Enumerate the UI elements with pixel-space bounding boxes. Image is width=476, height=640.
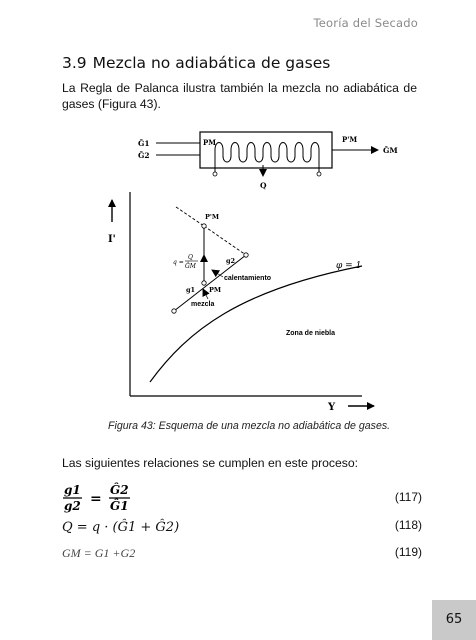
psychrometric-diagram [108, 192, 374, 413]
input-g2-label: Ĝ2 [138, 151, 150, 160]
q-equals-label: q = [173, 259, 184, 266]
eq117-lhs-denominator: g2 [64, 499, 81, 513]
y-axis-label: I' [108, 234, 116, 245]
heat-q-label: Q [260, 181, 267, 190]
equation-117-fraction [62, 482, 152, 514]
mixer-schematic [138, 132, 398, 190]
x-axis-label: Y [328, 402, 336, 413]
equation-118 [62, 516, 422, 540]
equation-119 [62, 542, 422, 566]
g2-label: g2 [226, 257, 236, 265]
eq117-rhs-numerator: Ĝ2 [110, 483, 129, 497]
phi-label: φ = 1 [336, 261, 362, 271]
mezcla-pointer [203, 289, 208, 299]
mixer-box [200, 132, 332, 168]
section-number: 3.9 [62, 54, 87, 72]
calentamiento-label: calentamiento [224, 275, 272, 282]
mezcla-label: mezcla [191, 301, 215, 308]
coil-terminal-right [317, 172, 321, 176]
page-number: 65 [445, 612, 463, 627]
equation-number-118: (118) [394, 518, 422, 532]
point-pm [202, 281, 206, 285]
output-gm-label: ĜM [383, 146, 398, 155]
figure-caption: Figura 43: Esquema de una mezcla no adiabática de gases. [108, 420, 391, 432]
calentamiento-pointer [212, 270, 223, 277]
eq117-equals: = [90, 491, 102, 507]
pm-prime-label: P'M [205, 213, 220, 221]
heating-arrow-head [200, 254, 208, 262]
dashed-line-right [204, 226, 246, 255]
intro-paragraph: La Regla de Palanca ilustra también la mezcla no adiabática de gases (Figura 43). [62, 81, 417, 111]
equation-number-119: (119) [394, 545, 422, 559]
equation-118-text: Q = q · (Ĝ1 + Ĝ2) [62, 520, 180, 535]
input-g1-label: Ĝ1 [138, 139, 150, 148]
outlet-pm-prime-label: P'M [342, 135, 358, 144]
saturation-curve [150, 266, 362, 382]
equation-119-text: GM = G1 +G2 [62, 546, 136, 560]
coil-terminal-left [213, 172, 217, 176]
dashed-line-left [176, 207, 204, 226]
point-g2 [244, 253, 248, 257]
equation-117 [62, 482, 422, 514]
pm-label: PM [209, 286, 222, 294]
section-title-text: Mezcla no adiabática de gases [92, 54, 331, 72]
relations-intro: Las siguientes relaciones se cumplen en este proceso: [62, 456, 359, 470]
mixer-pm-label: PM [203, 138, 217, 147]
q-fraction-numerator: Q [188, 254, 193, 261]
q-fraction-denominator: ĜM [185, 263, 196, 270]
point-pm-prime [202, 224, 206, 228]
eq117-lhs-numerator: g1 [64, 483, 81, 497]
point-g1 [172, 309, 176, 313]
fog-zone-label: Zona de niebla [286, 330, 336, 337]
running-head: Teoría del Secado [313, 16, 418, 30]
equation-number-117: (117) [394, 490, 422, 504]
g1-label: g1 [186, 286, 196, 294]
eq117-rhs-denominator: Ĝ1 [110, 499, 129, 513]
page-number-tab [432, 600, 476, 640]
